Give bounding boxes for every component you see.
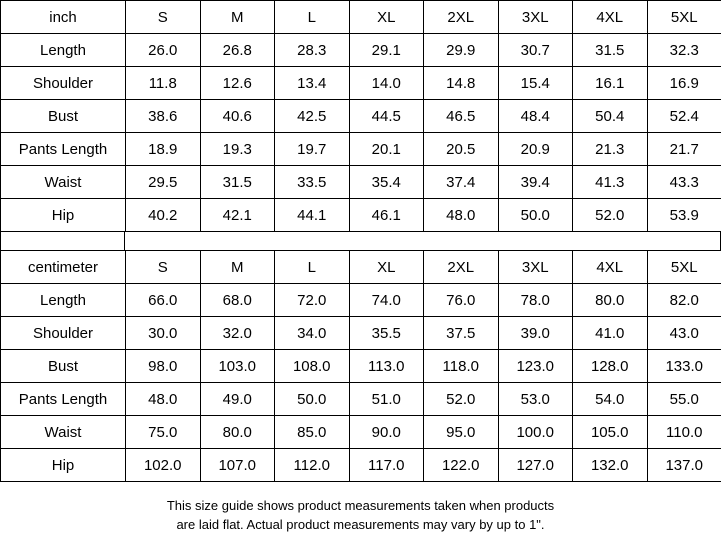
cell: 44.1 bbox=[275, 199, 350, 232]
footnote-line-1: This size guide shows product measurements taken when products bbox=[166, 498, 555, 513]
table-row bbox=[1, 449, 721, 482]
size-guide-footnote bbox=[0, 496, 721, 534]
row-label-waist: Waist bbox=[1, 416, 126, 449]
cell: 32.3 bbox=[647, 34, 721, 67]
cell: 52.0 bbox=[573, 199, 648, 232]
cell: 29.9 bbox=[424, 34, 499, 67]
cell: 117.0 bbox=[349, 449, 424, 482]
table-row bbox=[1, 166, 721, 199]
cell: 11.8 bbox=[126, 67, 201, 100]
cell: 37.4 bbox=[424, 166, 499, 199]
cell: 19.7 bbox=[275, 133, 350, 166]
cell: 50.0 bbox=[498, 199, 573, 232]
row-label-length: Length bbox=[1, 284, 126, 317]
table-row bbox=[1, 199, 721, 232]
size-header-xl: XL bbox=[349, 251, 424, 284]
size-table-inch bbox=[0, 0, 721, 232]
cell: 55.0 bbox=[647, 383, 721, 416]
cell: 30.0 bbox=[126, 317, 201, 350]
unit-label-centimeter: centimeter bbox=[1, 251, 126, 284]
cell: 29.1 bbox=[349, 34, 424, 67]
row-label-waist: Waist bbox=[1, 166, 126, 199]
cell: 12.6 bbox=[200, 67, 275, 100]
cell: 108.0 bbox=[275, 350, 350, 383]
size-header-5xl: 5XL bbox=[647, 251, 721, 284]
cell: 46.5 bbox=[424, 100, 499, 133]
cell: 30.7 bbox=[498, 34, 573, 67]
cell: 14.8 bbox=[424, 67, 499, 100]
cell: 35.4 bbox=[349, 166, 424, 199]
table-row bbox=[1, 383, 721, 416]
cell: 15.4 bbox=[498, 67, 573, 100]
row-label-pants-length: Pants Length bbox=[1, 133, 126, 166]
cell: 128.0 bbox=[573, 350, 648, 383]
table-row bbox=[1, 34, 721, 67]
cell: 16.1 bbox=[573, 67, 648, 100]
size-header-2xl: 2XL bbox=[424, 1, 499, 34]
cell: 72.0 bbox=[275, 284, 350, 317]
cell: 38.6 bbox=[126, 100, 201, 133]
cell: 40.2 bbox=[126, 199, 201, 232]
table-row bbox=[1, 100, 721, 133]
cell: 29.5 bbox=[126, 166, 201, 199]
size-header-4xl: 4XL bbox=[573, 251, 648, 284]
cell: 76.0 bbox=[424, 284, 499, 317]
cell: 118.0 bbox=[424, 350, 499, 383]
cell: 80.0 bbox=[200, 416, 275, 449]
cell: 18.9 bbox=[126, 133, 201, 166]
size-header-2xl: 2XL bbox=[424, 251, 499, 284]
cell: 42.5 bbox=[275, 100, 350, 133]
unit-label-inch: inch bbox=[1, 1, 126, 34]
row-label-length: Length bbox=[1, 34, 126, 67]
cell: 82.0 bbox=[647, 284, 721, 317]
cell: 19.3 bbox=[200, 133, 275, 166]
cell: 90.0 bbox=[349, 416, 424, 449]
cell: 50.4 bbox=[573, 100, 648, 133]
cell: 105.0 bbox=[573, 416, 648, 449]
cell: 14.0 bbox=[349, 67, 424, 100]
cell: 49.0 bbox=[200, 383, 275, 416]
cell: 112.0 bbox=[275, 449, 350, 482]
cell: 13.4 bbox=[275, 67, 350, 100]
cell: 113.0 bbox=[349, 350, 424, 383]
size-header-m: M bbox=[200, 1, 275, 34]
size-header-xl: XL bbox=[349, 1, 424, 34]
cell: 68.0 bbox=[200, 284, 275, 317]
table-header-row bbox=[1, 1, 721, 34]
size-header-3xl: 3XL bbox=[498, 251, 573, 284]
cell: 26.8 bbox=[200, 34, 275, 67]
cell: 20.5 bbox=[424, 133, 499, 166]
cell: 42.1 bbox=[200, 199, 275, 232]
cell: 52.4 bbox=[647, 100, 721, 133]
cell: 122.0 bbox=[424, 449, 499, 482]
cell: 21.3 bbox=[573, 133, 648, 166]
cell: 43.3 bbox=[647, 166, 721, 199]
cell: 74.0 bbox=[349, 284, 424, 317]
separator-left-cell bbox=[0, 232, 125, 250]
size-header-m: M bbox=[200, 251, 275, 284]
row-label-pants-length: Pants Length bbox=[1, 383, 126, 416]
cell: 133.0 bbox=[647, 350, 721, 383]
cell: 46.1 bbox=[349, 199, 424, 232]
cell: 32.0 bbox=[200, 317, 275, 350]
cell: 31.5 bbox=[200, 166, 275, 199]
cell: 16.9 bbox=[647, 67, 721, 100]
cell: 34.0 bbox=[275, 317, 350, 350]
cell: 39.4 bbox=[498, 166, 573, 199]
row-label-hip: Hip bbox=[1, 199, 126, 232]
table-row bbox=[1, 416, 721, 449]
cell: 123.0 bbox=[498, 350, 573, 383]
cell: 52.0 bbox=[424, 383, 499, 416]
cell: 31.5 bbox=[573, 34, 648, 67]
row-label-shoulder: Shoulder bbox=[1, 317, 126, 350]
cell: 43.0 bbox=[647, 317, 721, 350]
cell: 95.0 bbox=[424, 416, 499, 449]
cell: 98.0 bbox=[126, 350, 201, 383]
cell: 51.0 bbox=[349, 383, 424, 416]
size-header-3xl: 3XL bbox=[498, 1, 573, 34]
cell: 102.0 bbox=[126, 449, 201, 482]
table-row bbox=[1, 133, 721, 166]
cell: 35.5 bbox=[349, 317, 424, 350]
size-header-l: L bbox=[275, 1, 350, 34]
table-row bbox=[1, 67, 721, 100]
cell: 37.5 bbox=[424, 317, 499, 350]
cell: 28.3 bbox=[275, 34, 350, 67]
cell: 85.0 bbox=[275, 416, 350, 449]
cell: 48.4 bbox=[498, 100, 573, 133]
cell: 75.0 bbox=[126, 416, 201, 449]
table-header-row bbox=[1, 251, 721, 284]
cell: 127.0 bbox=[498, 449, 573, 482]
size-table-centimeter bbox=[0, 250, 721, 482]
cell: 33.5 bbox=[275, 166, 350, 199]
cell: 53.0 bbox=[498, 383, 573, 416]
table-row bbox=[1, 284, 721, 317]
cell: 20.9 bbox=[498, 133, 573, 166]
cell: 78.0 bbox=[498, 284, 573, 317]
cell: 80.0 bbox=[573, 284, 648, 317]
cell: 54.0 bbox=[573, 383, 648, 416]
size-header-5xl: 5XL bbox=[647, 1, 721, 34]
cell: 41.3 bbox=[573, 166, 648, 199]
cell: 110.0 bbox=[647, 416, 721, 449]
cell: 100.0 bbox=[498, 416, 573, 449]
cell: 48.0 bbox=[424, 199, 499, 232]
cell: 132.0 bbox=[573, 449, 648, 482]
cell: 103.0 bbox=[200, 350, 275, 383]
cell: 41.0 bbox=[573, 317, 648, 350]
size-header-4xl: 4XL bbox=[573, 1, 648, 34]
cell: 137.0 bbox=[647, 449, 721, 482]
size-header-s: S bbox=[126, 1, 201, 34]
cell: 107.0 bbox=[200, 449, 275, 482]
size-header-l: L bbox=[275, 251, 350, 284]
cell: 40.6 bbox=[200, 100, 275, 133]
cell: 39.0 bbox=[498, 317, 573, 350]
cell: 48.0 bbox=[126, 383, 201, 416]
row-label-bust: Bust bbox=[1, 350, 126, 383]
cell: 21.7 bbox=[647, 133, 721, 166]
cell: 20.1 bbox=[349, 133, 424, 166]
cell: 50.0 bbox=[275, 383, 350, 416]
size-header-s: S bbox=[126, 251, 201, 284]
table-row bbox=[1, 317, 721, 350]
cell: 53.9 bbox=[647, 199, 721, 232]
separator-right-cell bbox=[125, 232, 721, 250]
table-row bbox=[1, 350, 721, 383]
cell: 44.5 bbox=[349, 100, 424, 133]
footnote-line-2: are laid flat. Actual product measurements may vary by up to 1". bbox=[176, 517, 545, 532]
row-label-bust: Bust bbox=[1, 100, 126, 133]
cell: 26.0 bbox=[126, 34, 201, 67]
row-label-shoulder: Shoulder bbox=[1, 67, 126, 100]
cell: 66.0 bbox=[126, 284, 201, 317]
table-separator bbox=[0, 232, 721, 250]
row-label-hip: Hip bbox=[1, 449, 126, 482]
